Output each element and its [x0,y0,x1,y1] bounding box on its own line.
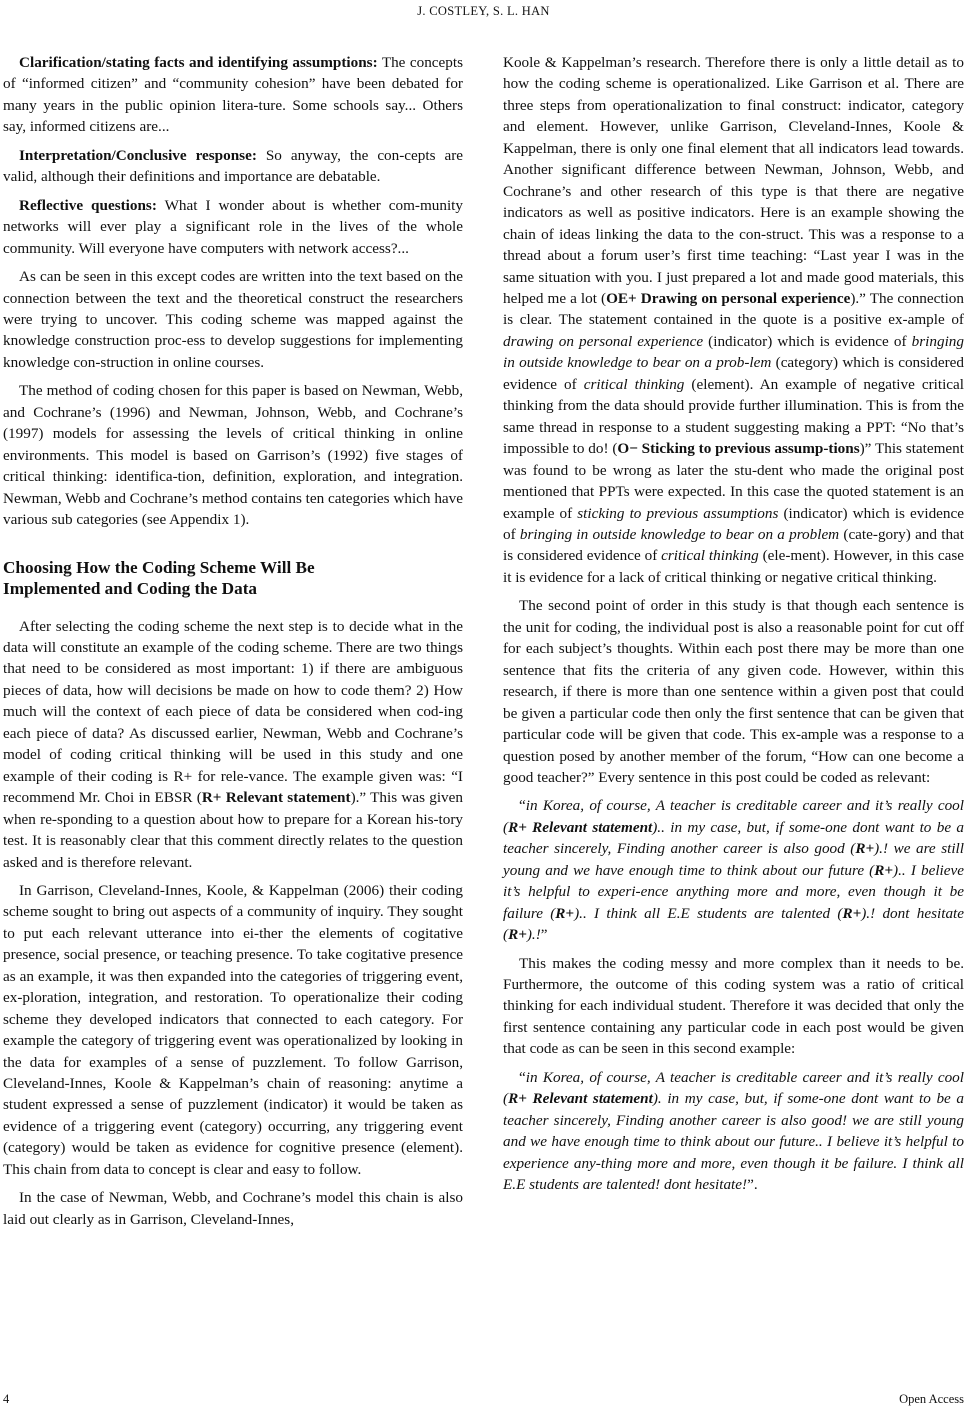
code-label: R+ [555,904,575,922]
lead-term: Reflective questions: [19,196,157,214]
quote-example-1 [503,795,964,945]
paragraph-selection [3,616,463,873]
code-label: OE+ Drawing on personal experience [606,289,851,307]
quote-text: ).! we are still young and we have enough time to think about our future ( [503,840,964,879]
quote-text: ).. I think all E.E students are talented ( [574,904,843,922]
quote-example-2 [503,1067,964,1196]
paragraph-method: The method of coding chosen for this paper is based on Newman, Webb, and Cochrane’s (1996) and Newman, Johnson, Webb, and Cochrane’s (1997) models for assessing the levels of critical thinking in online environments. This model is based on Garrison’s (1992) five stages of critical thinking: identifica-tion, definition, exploration, and integration. Newman, Webb and Cochrane’s method contains ten categories which have various sub categories (see Appendix 1). [3,382,463,529]
quote-mark: “ [519,1068,526,1086]
quote-text: in Korea, of course, A teacher is creditable career and it’s really cool ( [503,797,964,836]
paragraph-second-point: The second point of order in this study is that though each sentence is the unit for coding, the individual post is also a reasonable point for cut off for each subject’s thoughts. Within each post there may be more than one sentence that fits the criteria of any given code. However, within this research, if there is more than one sentence within a given post that could be given a particular code then only the first sentence that can be given that particular code will be given that code. This ex-ample was a response to a question posed by another member of the forum, “How can one become a good teacher?” Every sentence in this post could be coded as relevant: [503,597,964,786]
paragraph-text: (cate-gory) and that is considered evidence of [503,525,964,565]
paragraph-text: The concepts of “informed citizen” and “community cohesion” have been debated for many years in the public opinion litera-ture. Some schools say... Others say, informed citizens are... [3,54,463,136]
right-column [503,52,964,1203]
running-head: J. COSTLEY, S. L. HAN [417,4,550,18]
indicator-term: sticking to previous assumptions [577,504,779,522]
paragraph-text: Koole & Kappelman’s research. Therefore there is only a little detail as to how the coding scheme is operationalized. Like Garrison et al. There are three steps from operationalization to final construct: indicator, category and element. However, unlike Garrison, Cleveland-Innes, Koole & Kappelman, there is only one final element that all indicators lead towards. Another significant difference between Newman, Johnson, Webb, and Cochrane’s and other research of this type is that there are negative indicators as well as positive indicators. Here is an example showing the chain of ideas linking the data to the con-struct. This was a response to a thread about a forum user’s first time teaching: “Last year I was in the same situation with you. I just prepared a lot and made good materials, this helped me a lot ( [503,54,964,307]
category-term: bringing in outside knowledge to bear on a prob-lem [503,332,964,372]
code-label: R+ Relevant statement [508,818,653,836]
paragraph-text: (ele-ment). However, in this case it is evidence for a lack of critical thinking or negative critical thinking. [503,547,965,586]
code-label: R+ [855,840,875,858]
heading-line: Implemented and Coding the Data [3,578,258,598]
quote-text: ).. I believe it’s helpful to experi-ence anything more and more, even though it be failure ( [503,861,964,922]
code-label: O− Sticking to previous assump-tions [617,440,860,458]
quote-text: ). in my case, but, if some-one dont want to be a teacher sincerely, Finding another career is also good! we are still young and we have enough time to think about our future.. I believe it’s helpful to experience any-thing more and more, even though it be failure. I think all E.E students are talented! dont hesitate! [503,1090,964,1194]
section-heading [3,557,463,599]
quote-mark: ” [540,926,548,944]
lead-term: Clarification/stating facts and identifying assumptions: [19,54,378,71]
paragraph-coding-explanation: As can be seen in this except codes are written into the text based on the connection between the text and the theoretical construct the researchers were trying to uncover. This coding scheme was mapped against the knowledge construction proc-ess to develop suggestions for implementing knowledge con-struction in online courses. [3,268,463,371]
code-label: R+ Relevant statement [201,789,351,807]
quote-mark: “ [519,797,526,815]
lead-term: Interpretation/Conclusive response: [19,146,257,164]
paragraph-text: (indicator) which is evidence of [703,332,912,350]
quote-text: ).. in my case, but, if some-one dont want to be a teacher sincerely, Finding another career is also good ( [503,818,964,858]
code-label: R+ Relevant statement [508,1090,653,1108]
left-column [3,52,463,1237]
paragraph-text: ).” The connection is clear. The statement contained in the quote is a positive ex-ample of [503,289,964,329]
paragraph-garrison: In Garrison, Cleveland-Innes, Koole, & Kappelman (2006) their coding scheme sought to bring out aspects of a community of inquiry. They sought to put each relevant utterance into ei-ther the elements of cogitative presence, social presence, or teaching presence. To take cogitative presence as an example, it was then expanded into the categories of triggering event, ex-ploration, integration, and restoration. To operationalize their coding scheme they developed indicators that connected to each category. For example the category of triggering event was operationalized by looking in the data for examples of a sense of puzzlement. To follow Garrison, Cleveland-Innes, Koole & Kappelman’s chain of reasoning: anytime a student expressed a sense of puzzlement (indicator) it would be taken as evidence of a triggering event (category) occurring, any triggering event (category) would be taken as evidence for cognitive presence (element). This chain from data to concept is clear and easy to follow. [3,881,463,1178]
element-term: critical thinking [661,547,759,565]
paragraph-interpretation [3,145,463,188]
quote-text: ).! [526,926,541,944]
page-number: 4 [3,1392,10,1406]
paragraph-text: So anyway, the con-cepts are valid, although their definitions and importance are debatable. [3,146,463,186]
paragraph-messy: This makes the coding messy and more complex than it needs to be. Furthermore, the outcome of this coding system was a ratio of critical thinking for each individual student. Therefore it was decided that only the first sentence containing any particular code in each post would be given that code as can be seen in this second example: [503,954,964,1058]
quote-text: ).! dont hesitate ( [503,904,964,944]
paragraph-text: ).” This was given when re-sponding to a question about how to prepare for a Korean his-tory test. It is reasonably clear that this comment directly relates to the question asked and is therefore relevant. [3,789,463,871]
paragraph-text: )” This statement was found to be wrong as later the stu-dent who made the original post mentioned that PPTs were expected. In this case the quoted statement is an example of [503,440,964,522]
indicator-term: drawing on personal experience [503,332,704,350]
paragraph-text: After selecting the coding scheme the next step is to decide what in the data will constitute an example of the coding scheme. There are two things that need to be considered as most important: 1) if there are ambiguous pieces of data, how will decisions be made on how to code them? 2) How much will the context of each piece of data be considered when cod-ing each piece of data? As discussed earlier, Newman, Webb and Cochrane’s model of coding critical thinking will be used in this study and one example of their coding is R+ for rele-vance. The example given was: “I recommend Mr. Choi in EBSR ( [3,617,463,807]
paragraph-text: (category) which is considered evidence of [503,354,964,393]
code-label: R+ [874,861,894,879]
paragraph-reflective [3,195,463,259]
element-term: critical thinking [583,375,685,393]
quote-mark: ”. [747,1176,758,1194]
paragraph-text: (element). An example of negative critical thinking from the data should provide further illumination. This is from the same thread in response to a student suggesting making a PPT: “No that’s impossible to do! ( [503,375,965,458]
category-term: bringing in outside knowledge to bear on a problem [519,525,840,543]
code-label: R+ [842,904,862,922]
paragraph-continued [503,52,964,588]
code-label: R+ [508,926,527,944]
journal-footer: Open Access [899,1392,964,1406]
paragraph-text: (indicator) which is evidence of [503,504,964,543]
paragraph-clarification [3,52,463,138]
paragraph-newman-chain: In the case of Newman, Webb, and Cochrane’s model this chain is also laid out clearly as in Garrison, Cleveland-Innes, [3,1189,463,1228]
paragraph-text: What I wonder about is whether com-munity networks will ever play a significant role in the lives of the whole community. Will everyone have computers with network access?... [3,196,463,257]
quote-text: in Korea, of course, A teacher is creditable career and it’s really cool ( [503,1068,964,1108]
heading-line: Choosing How the Coding Scheme Will Be [3,557,315,577]
